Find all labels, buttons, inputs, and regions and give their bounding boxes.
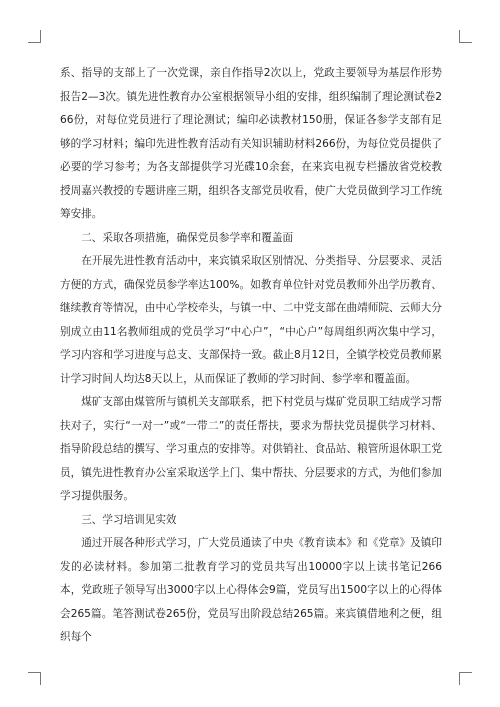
crop-mark-bottom-right bbox=[459, 672, 472, 685]
paragraph: 通过开展各种形式学习，广大党员通读了中央《教育读本》和《党章》及镇印发的必读材料。参加第二批教育学习的党员共写出10000字以上读书笔记266本，党政班子领导写出3000字以上心得体会9篇，党员写出1500字以上的心得体会265篇。笔答测试卷265份，党员写出阶段总结265篇。来宾镇借地利之便，组织每个 bbox=[60, 537, 442, 643]
section-heading-3: 三、学习培训见实效 bbox=[81, 513, 177, 526]
crop-mark-top-left bbox=[28, 30, 41, 43]
paragraph: 在开展先进性教育活动中，来宾镇采取区别情况、分类指导、分层要求、灵活方便的方式，确保党员参学率达100%。如教育单位针对党员教师外出学历教育、继续教育等情况，由中心学校牵头，与镇一中、二中党支部在曲靖师院、云师大分别成立由11名教师组成的党员学习“中心户”，“中心户”每周组织两次集中学习，学习内容和学习进度与总支、支部保持一致。截止8月12日，全镇学校党员教师累计学习时间人均达8天以上，从而保证了教师的学习时间、参学率和覆盖面。 bbox=[60, 255, 442, 385]
document-body bbox=[60, 62, 442, 650]
crop-mark-bottom-left bbox=[28, 672, 41, 685]
paragraph: 煤矿支部由煤管所与镇机关支部联系，把下村党员与煤矿党员职工结成学习帮扶对子，实行“一对一”或“一带二”的责任帮扶，要求为帮扶党员提供学习材料、指导阶段总结的撰写、学习重点的安排等。对供销社、食品站、粮管所退休职工党员，镇先进性教育办公室采取送学上门、集中帮扶、分层要求的方式，为他们参加学习提供服务。 bbox=[60, 396, 442, 502]
paragraph-continuation: 系、指导的支部上了一次党课，亲自作指导2次以上，党政主要领导为基层作形势报告2—3次。镇先进性教育办公室根据领导小组的安排，组织编制了理论测试卷266份，对每位党员进行了理论测试；编印必读教材150册，保证各参学支部有足够的学习材料；编印先进性教育活动有关知识辅助材料266份，为每位党员提供了必要的学习参考；为各支部提供学习光碟10余套，在来宾电视专栏播放省党校教授周嘉兴教授的专题讲座三期，组织各支部党员收看，使广大党员做到学习工作统筹安排。 bbox=[60, 67, 442, 220]
crop-mark-top-right bbox=[459, 30, 472, 43]
section-heading-2: 二、采取各项措施，确保党员参学率和覆盖面 bbox=[81, 231, 294, 244]
